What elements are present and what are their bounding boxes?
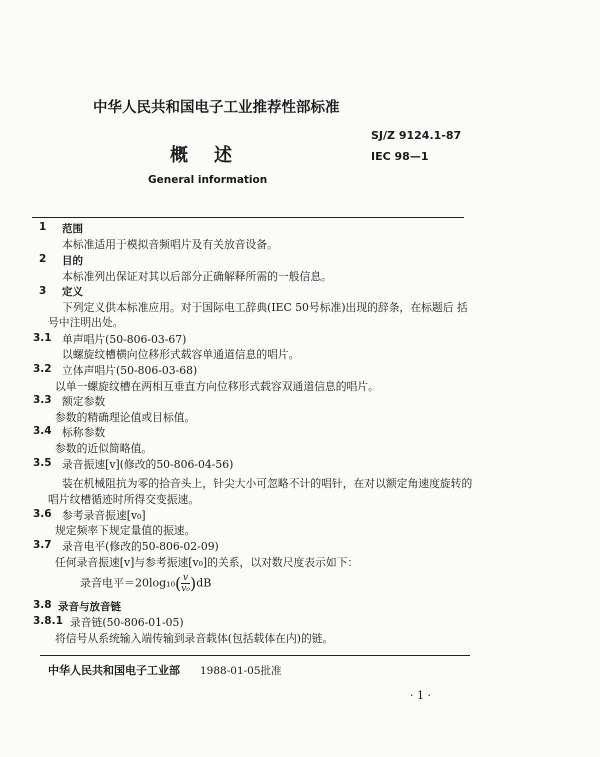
- footer-organization: 中华人民共和国电子工业部: [48, 664, 180, 677]
- formula-unit: dB: [196, 576, 212, 590]
- iec-number: IEC 98—1: [371, 150, 429, 163]
- section-3-8-1-text: 将信号从系统输入端传输到录音载体(包括载体在内)的链。: [55, 632, 334, 645]
- standard-header-title: 中华人民共和国电子工业推荐性部标准: [93, 99, 340, 116]
- section-3-3-heading: 额定参数: [62, 395, 106, 408]
- section-3-3-text: 参数的精确理论值或目标值。: [55, 411, 196, 424]
- section-3-5-number: 3.5: [33, 457, 52, 469]
- formula-open-paren: (: [175, 574, 182, 593]
- section-3-6-text: 规定频率下规定量值的振速。: [55, 524, 196, 537]
- section-3-text-line2: 号中注明出处。: [48, 316, 124, 329]
- section-3-8-1-number: 3.8.1: [33, 615, 63, 627]
- section-2-text: 本标准列出保证对其以后部分正确解释所需的一般信息。: [62, 270, 332, 283]
- section-3-3-number: 3.3: [33, 394, 52, 406]
- section-3-6-heading: 参考录音振速[v₀]: [62, 509, 146, 522]
- section-3-1-number: 3.1: [33, 332, 52, 344]
- section-3-number: 3: [39, 285, 47, 297]
- section-2-number: 2: [39, 253, 47, 265]
- standard-number: SJ/Z 9124.1-87: [371, 129, 462, 142]
- section-3-7-number: 3.7: [33, 539, 52, 551]
- formula-denominator: v₀: [181, 584, 190, 594]
- section-3-8-heading: 录音与放音链: [58, 601, 121, 613]
- page-number: · 1 ·: [410, 689, 431, 702]
- section-3-7-text: 任何录音振速[v]与参考振速[v₀]的关系，以对数尺度表示如下：: [55, 556, 359, 569]
- section-1-heading: 范围: [62, 223, 83, 235]
- section-3-2-number: 3.2: [33, 363, 52, 375]
- document-title-english: General information: [148, 174, 268, 186]
- section-3-8-number: 3.8: [33, 599, 52, 611]
- section-1-number: 1: [39, 221, 47, 233]
- recording-level-formula: [80, 573, 211, 594]
- section-3-2-heading: 立体声唱片(50-806-03-68): [62, 364, 198, 377]
- section-3-8-1-heading: 录音链(50-806-01-05): [70, 616, 184, 629]
- section-3-text-line1: 下列定义供本标准应用。对于国际电工辞典(IEC 50号标准)出现的辞条，在标题后 括: [62, 301, 468, 314]
- section-3-1-text: 以螺旋纹槽横向位移形式载容单通道信息的唱片。: [62, 348, 300, 361]
- formula-fraction: [181, 573, 190, 594]
- document-title: 概述: [170, 145, 258, 166]
- section-3-4-text: 参数的近似简略值。: [55, 442, 153, 455]
- bottom-rule: [40, 655, 470, 656]
- formula-numerator: v: [183, 573, 189, 583]
- section-3-4-number: 3.4: [33, 425, 52, 437]
- top-rule: [32, 217, 464, 218]
- formula-close-paren: ): [189, 574, 197, 593]
- section-3-7-heading: 录音电平(修改的50-806-02-09): [62, 540, 219, 553]
- section-3-2-text: 以单一螺旋纹槽在两相互垂直方向位移形式载容双通道信息的唱片。: [55, 380, 379, 393]
- section-3-1-heading: 单声唱片(50-806-03-67): [62, 333, 187, 346]
- footer-approval-date: 1988-01-05批准: [200, 665, 282, 677]
- section-3-5-heading: 录音振速[v](修改的50-806-04-56): [62, 458, 234, 471]
- section-3-6-number: 3.6: [33, 508, 52, 520]
- section-1-text: 本标准适用于模拟音频唱片及有关放音设备。: [62, 238, 278, 251]
- section-3-4-heading: 标称参数: [62, 426, 106, 439]
- formula-lhs: 录音电平＝20log₁₀: [80, 576, 175, 590]
- section-3-heading: 定义: [62, 286, 83, 298]
- section-3-5-text-line2: 唱片纹槽循迹时所得交变振速。: [48, 493, 200, 506]
- section-2-heading: 目的: [62, 255, 83, 267]
- section-3-5-text-line1: 装在机械阻抗为零的拾音头上，针尖大小可忽略不计的唱针，在对以额定角速度旋转的: [62, 477, 473, 490]
